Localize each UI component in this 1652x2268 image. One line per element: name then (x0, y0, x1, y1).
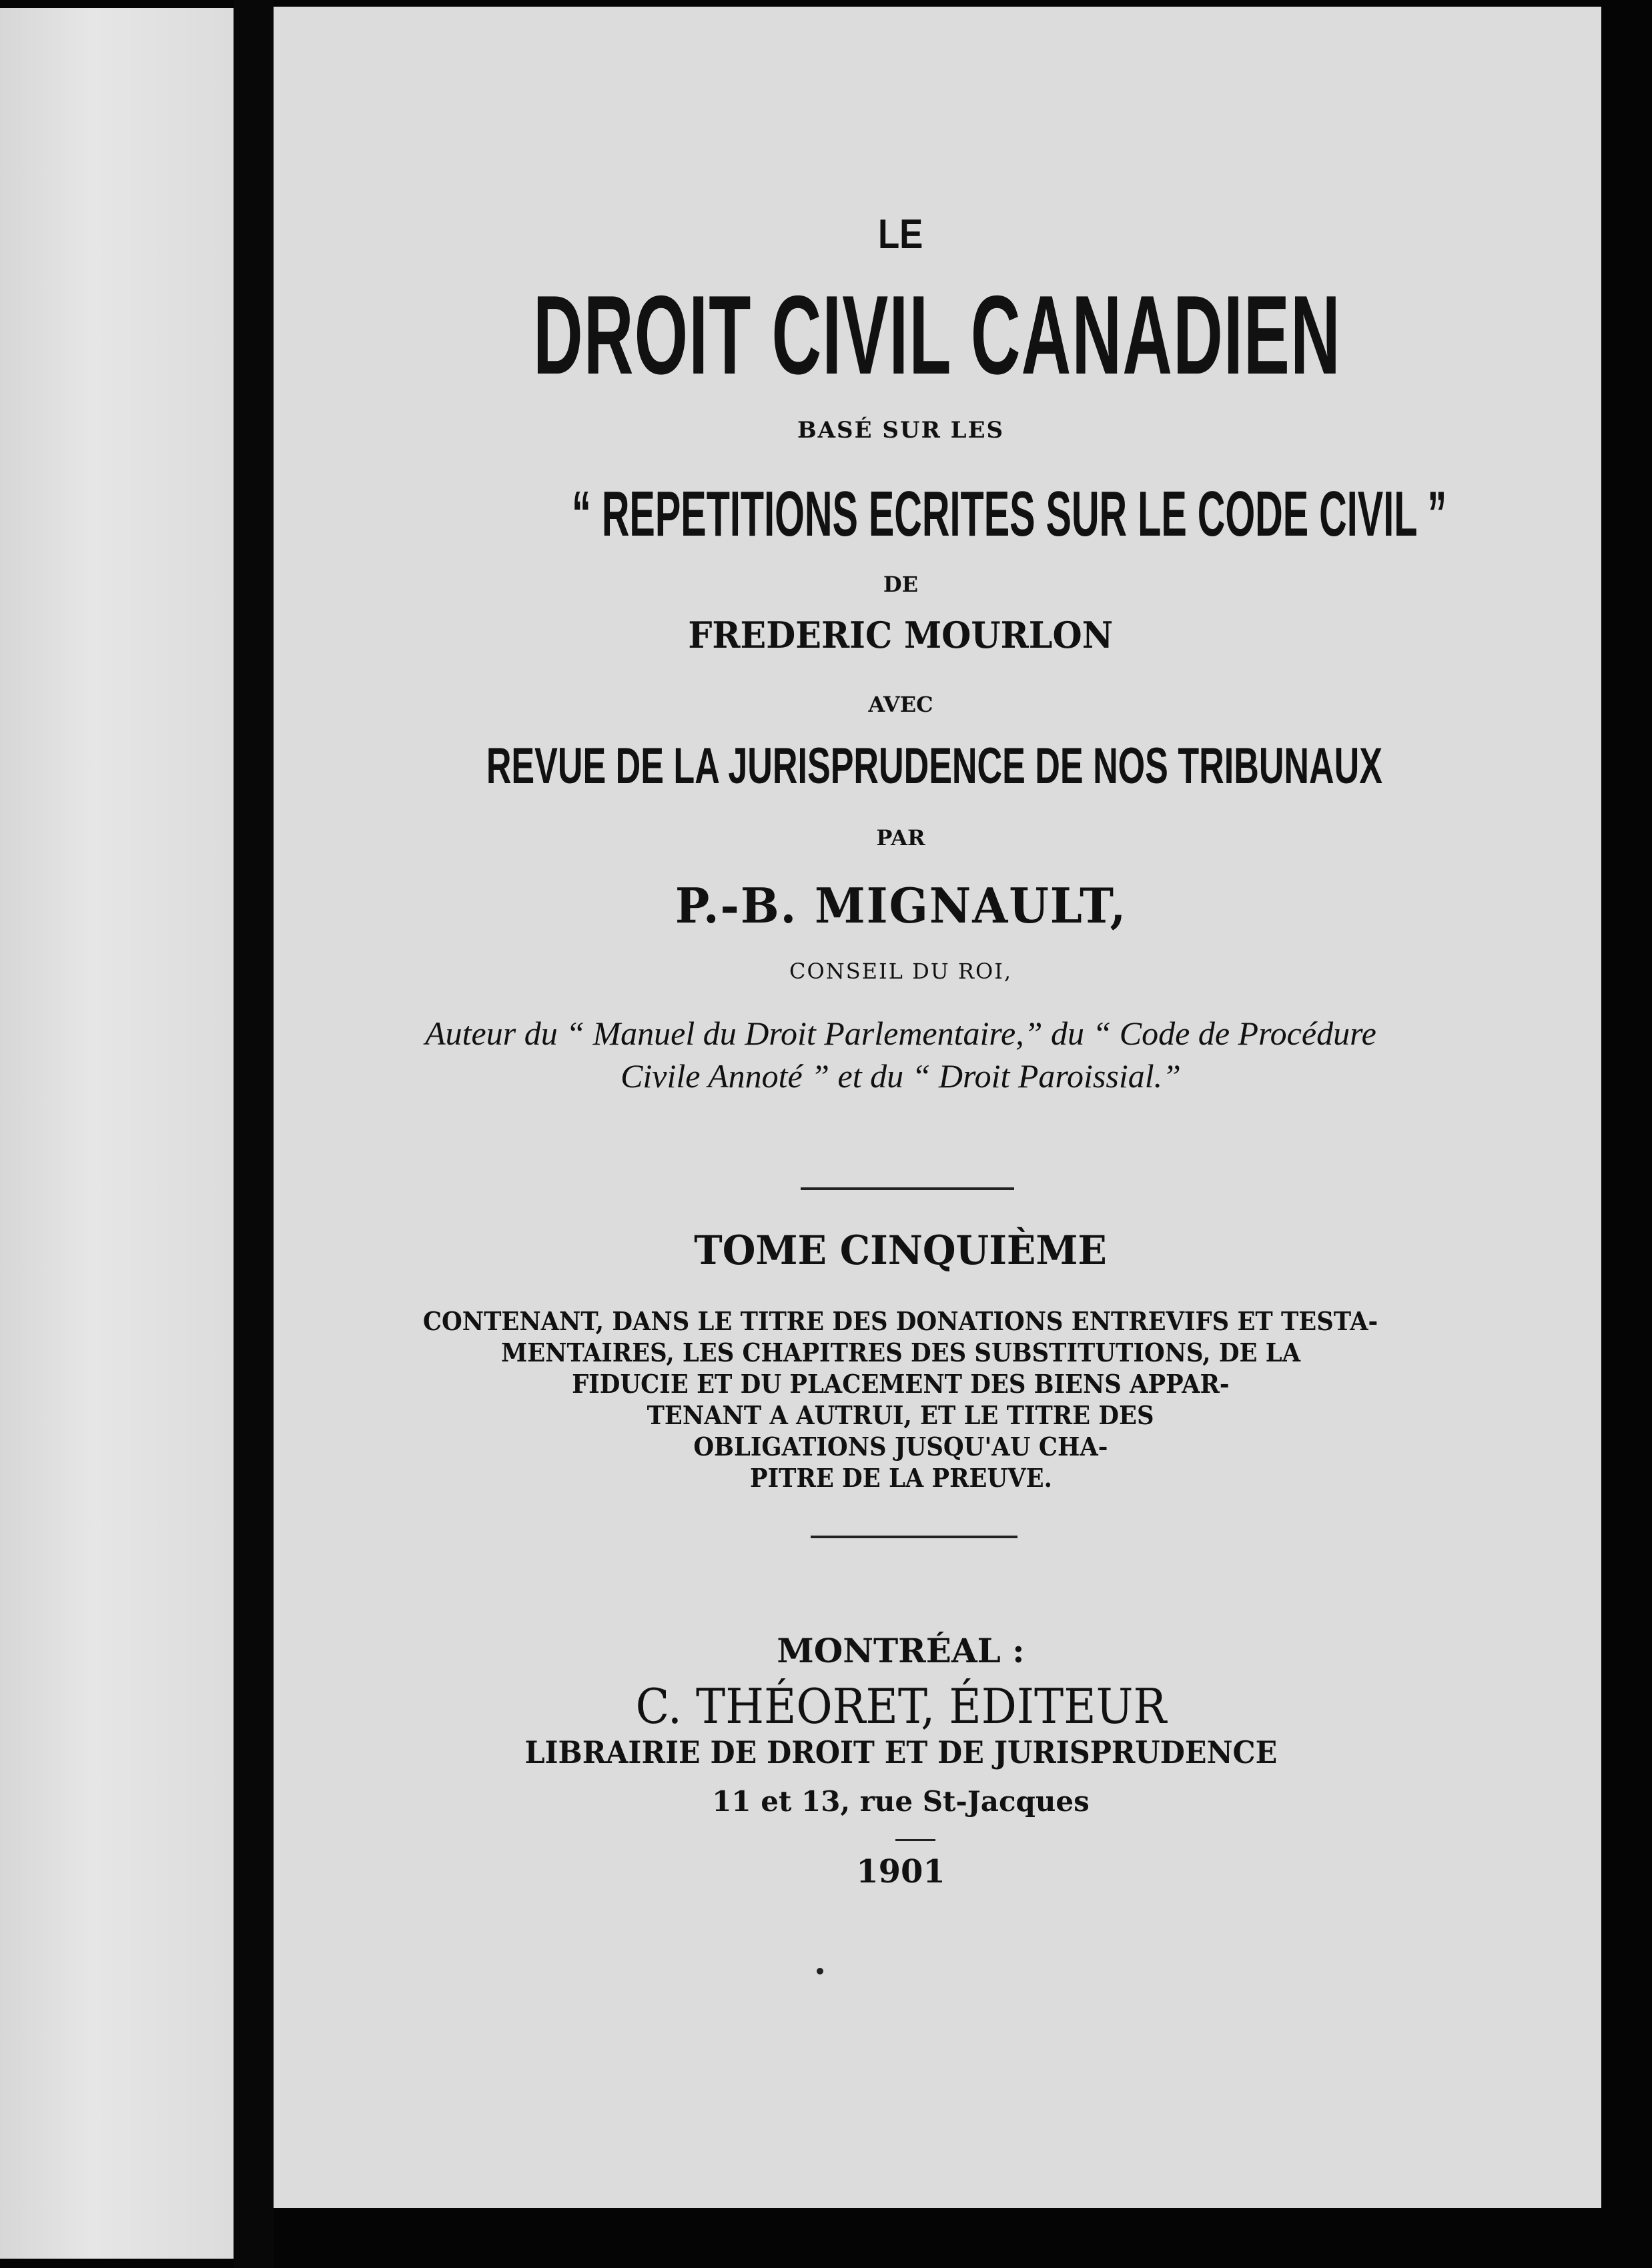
year-rule (895, 1839, 935, 1841)
divider-rule-top (801, 1187, 1014, 1190)
publisher-name: C. THÉORET, ÉDITEUR (635, 1678, 1166, 1734)
contents-line-3: FIDUCIE ET DU PLACEMENT DES BIENS APPAR- (572, 1369, 1230, 1399)
bookshop-line: LIBRAIRIE DE DROIT ET DE JURISPRUDENCE (524, 1734, 1277, 1770)
volume-heading: TOME CINQUIÈME (694, 1227, 1108, 1274)
ink-dot (817, 1968, 823, 1974)
revue-line: REVUE DE LA JURISPRUDENCE DE NOS TRIBUNAUX (486, 738, 1382, 794)
source-author: FREDERIC MOURLON (688, 614, 1114, 656)
de-line: DE (883, 572, 919, 597)
divider-rule-bottom (811, 1536, 1017, 1538)
contents-line-2: MENTAIRES, LES CHAPITRES DES SUBSTITUTIONS, DE LA (501, 1337, 1300, 1367)
author-role: CONSEIL DU ROI, (789, 959, 1012, 984)
publisher-address: 11 et 13, rue St-Jacques (712, 1785, 1090, 1818)
imprint-city: MONTRÉAL : (777, 1631, 1025, 1670)
publication-year: 1901 (856, 1853, 945, 1890)
contents-line-5: OBLIGATIONS JUSQU'AU CHA- (693, 1432, 1108, 1462)
main-title: DROIT CIVIL CANADIEN (533, 272, 1341, 398)
author-works-line2: Civile Annoté ” et du “ Droit Paroissial.” (621, 1057, 1181, 1095)
contents-line-6: PITRE DE LA PREUVE. (749, 1463, 1052, 1493)
par-line: PAR (876, 825, 925, 851)
title-page-content (280, 0, 1521, 2201)
facing-page (0, 8, 234, 2259)
scan-border (1601, 0, 1652, 2268)
author-works-line1: Auteur du “ Manuel du Droit Parlementaire,” du “ Code de Procédure (425, 1015, 1376, 1052)
contents-line-1: CONTENANT, DANS LE TITRE DES DONATIONS ENTREVIFS ET TESTA- (423, 1306, 1378, 1336)
title-article: LE (878, 211, 923, 257)
author-name: P.-B. MIGNAULT, (675, 877, 1127, 934)
source-title: “ REPETITIONS ECRITES SUR LE CODE CIVIL ” (572, 478, 1447, 550)
book-spine (234, 0, 274, 2268)
avec-line: AVEC (868, 692, 933, 717)
contents-line-4: TENANT A AUTRUI, ET LE TITRE DES (647, 1400, 1154, 1430)
base-line: BASÉ SUR LES (797, 417, 1005, 444)
